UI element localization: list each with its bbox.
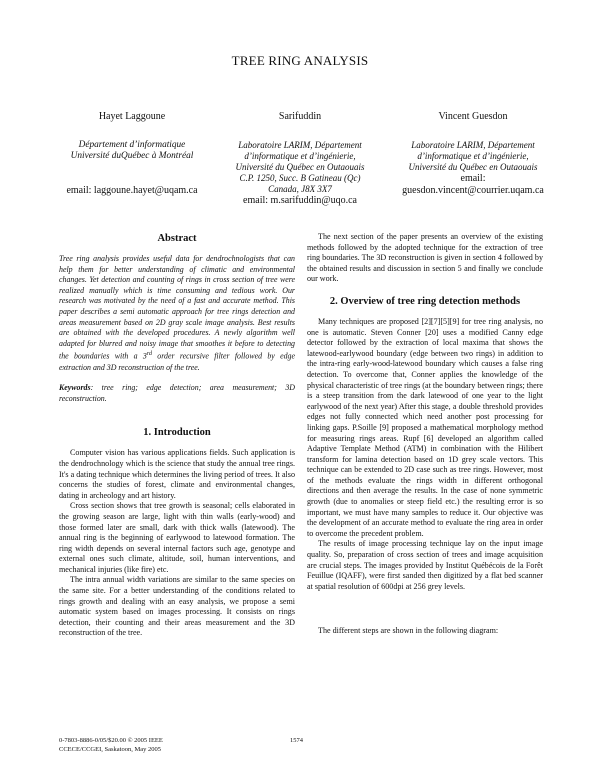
overview-paragraph: The results of image processing technique lay on the input image quality. So, preparation of cross section of trees and image acquisition are crucial steps. The images provided by Institut Québécois de la Forêt Feuillue (IQAFF), were first sanded then digitized by a flat bed scanner at spatial resolution of 600dpi at 256 grey levels. [307,539,543,591]
page-number: 1574 [290,737,303,744]
keywords [59,383,295,404]
author-block-3 [385,111,561,197]
intro-paragraph: Computer vision has various applications fields. Such application is the dendrochnology which is the science that study the annual tree rings. It's a dating technique which determines the living period of trees. It also concerns the studies of forest, climate and environmental changes, dating in archeology and art history. [59,448,295,500]
author-email: email: m.sarifuddin@uqo.ca [243,195,357,206]
abstract-heading: Abstract [157,233,197,244]
section-heading-overview: 2. Overview of tree ring detection methods [329,295,521,307]
author-affiliation: Laboratoire LARIM, Département d’informatique et d’ingénierie, Université du Québec en Outaouais [408,140,538,172]
footer-line: CCECE/CCGEI, Saskatoon, May 2005 [59,745,162,753]
overview-paragraph: Many techniques are proposed [2][7][5][9] for tree ring analysis, no one is automatic. Steven Conner [20] uses a modified Canny edge detector followed by the extraction of local maxima that shows the latewood-earlywood boundary (edge between two rings) in addition to the intra-ring early-wood-latewood boundary which causes a false ring detection. To overcome that, Conner applies the knowledge of the physical characteristic of tree rings (at the boundary between rings; there is a steep transition from the dark latewood of one year to the light earlywood of the next year) After this stage, a double threshold provides edges not fully connected which need another post processing for linking gaps. P.Soille [9] proposed a mathematical morphology method for measuring rings areas. Rupf [6] developed an algorithm called Adaptive Template Method (ATM) in combination with the Hilibert transform for lamina detection based on 1D grey scale vectors. This technique can be extended to 2D case such as tree rings. However, most of the methods evaluate the rings width in different orthogonal directions and then average the results. In the case of none symmetric growth (due to anomalies or steep field etc.) the resulting error is so important, we must have many samples to reduce it. Our objective was the development of an accurate method to evaluate the ring area in order to overcome the precedent problem. [307,316,543,538]
left-column [59,232,295,639]
diagram-intro: The different steps are shown in the following diagram: [318,626,499,636]
author-affiliation: Département d’informatique Université duQuébec à Montréal [70,140,194,161]
author-email: guesdon.vincent@courrier.uqam.ca [402,185,544,196]
right-column [307,232,543,637]
paper-title: TREE RING ANALYSIS [231,53,369,68]
intro-paragraph: The intra annual width variations are similar to the same species on the same site. For a better understanding of the conditions related to rings growth and dealing with an easy analysis, we propose a semi automatic system based on images processing. It consists on rings detection, their counting and their areas measurement and the 3D reconstruction of the tree. [59,575,295,638]
keywords-text: : tree ring; edge detection; area measurement; 3D reconstruction. [59,383,295,403]
author-name: Vincent Guesdon [438,111,508,122]
author-block-2 [214,111,386,207]
author-email: email: laggoune.hayet@uqam.ca [66,185,198,196]
intro-paragraph: Cross section shows that tree growth is seasonal; cells elaborated in the growing season are large, light with thin walls (early-wood) and those formed later are small, dark with thick walls (latewood). The annual ring is the beginning of earlywood to latewood formation. The ring width depends on several internal factors such age, genotype and external ones such climate, altitude, soil, human interventions, and mechanical injuries (like fire) etc. [59,501,295,574]
footer-line: 0-7803-8886-0/05/$20.00 © 2005 IEEE [59,737,163,744]
overview-lead-paragraph: The next section of the paper presents an overview of the existing methods followed by the adopted technique for the extraction of tree ring boundaries. The 3D reconstruction is given in section 4 followed by the obtained results and discussion in section 5 and finally we conclude our work. [307,232,543,284]
footer-copyright [59,737,163,754]
author-block-1 [52,111,212,197]
abstract-text: Tree ring analysis provides useful data for dendrochnologists that can help them for better understanding of climatic and environmental changes. Yet detection and counting of rings in cross section of tree were realized manually which is time consuming and tedious work. Our research was motivated by the need of a fast and accurate method. This paper describes a semi automatic approach for tree rings detection and areas measurement based on 2D gray scale image analysis. Best results are obtained with the developed procedures. A newly algorithm well adapted for blurred and noisy image that smoothes it before to detecting the boundaries with a 3rd order recursive filter followed by edge extraction and 3D reconstruction of the tree. [59,254,295,372]
author-email-label: email: [460,173,486,184]
section-heading-introduction: 1. Introduction [143,427,211,439]
author-name: Sarifuddin [278,111,322,122]
author-name: Hayet Laggoune [98,111,166,122]
keywords-label: Keywords [59,383,91,393]
author-affiliation: Laboratoire LARIM, Département d’informatique et d’ingénierie, Université du Québec en Outaouais C.P. 1250, Succ. B Gatineau (Qc) Canada, J8X 3X7 [235,140,365,194]
